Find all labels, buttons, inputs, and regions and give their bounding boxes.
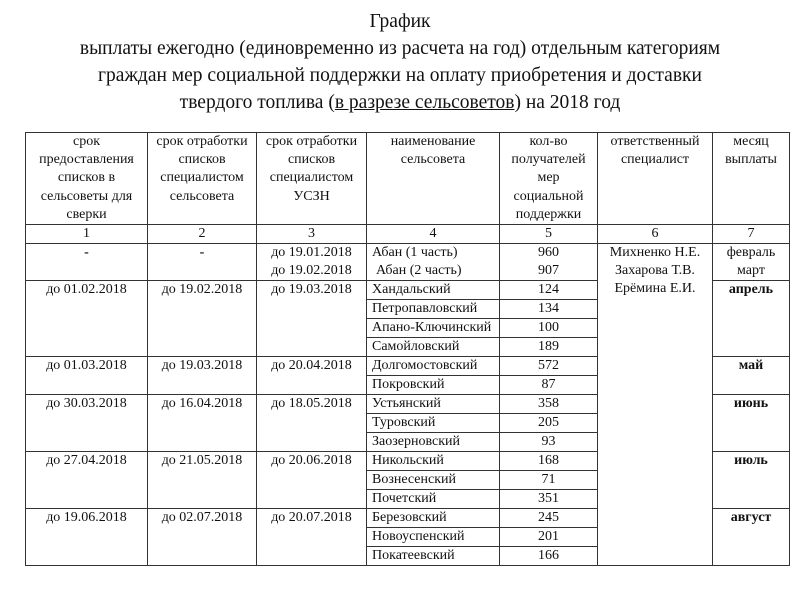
council-processing-deadline: до 16.04.2018 (148, 395, 257, 452)
header-row (26, 133, 790, 225)
payment-month (713, 244, 790, 281)
recipient-count: 87 (500, 376, 598, 395)
column-number-row (26, 225, 790, 244)
recipient-count: 572 (500, 357, 598, 376)
council-processing-deadline: до 19.03.2018 (148, 357, 257, 395)
header-cell: срок отработки списков специалистом УСЗН (257, 133, 367, 225)
recipient-count: 166 (500, 547, 598, 566)
recipient-count: 205 (500, 414, 598, 433)
council-name: Туровский (367, 414, 500, 433)
list-submission-deadline: до 01.03.2018 (26, 357, 148, 395)
council-name: Самойловский (367, 338, 500, 357)
council-processing-deadline: - (148, 244, 257, 281)
payment-month: июль (713, 452, 790, 509)
uszn-processing-deadline: до 20.07.2018 (257, 509, 367, 566)
recipient-count: 124 (500, 281, 598, 300)
recipient-count: 100 (500, 319, 598, 338)
recipient-count (500, 244, 598, 281)
recipient-count: 71 (500, 471, 598, 490)
recipient-count: 189 (500, 338, 598, 357)
list-submission-deadline: до 19.06.2018 (26, 509, 148, 566)
list-submission-deadline: до 01.02.2018 (26, 281, 148, 357)
header-cell: кол-во получателей мер социальной поддержки (500, 133, 598, 225)
council-name: Устьянский (367, 395, 500, 414)
column-number: 6 (598, 225, 713, 244)
council-processing-deadline: до 19.02.2018 (148, 281, 257, 357)
council-processing-deadline: до 21.05.2018 (148, 452, 257, 509)
council-name: Долгомостовский (367, 357, 500, 376)
month: март (737, 263, 765, 279)
council-name: Хандальский (367, 281, 500, 300)
recipient-count: 245 (500, 509, 598, 528)
list-submission-deadline: до 30.03.2018 (26, 395, 148, 452)
council-processing-deadline: до 02.07.2018 (148, 509, 257, 566)
council-name: Новоуспенский (367, 528, 500, 547)
column-number: 3 (257, 225, 367, 244)
payment-month: май (713, 357, 790, 395)
title-line-4 (0, 89, 800, 116)
count: 907 (538, 263, 559, 279)
uszn-processing-deadline: до 20.04.2018 (257, 357, 367, 395)
uszn-processing-deadline (257, 244, 367, 281)
list-submission-deadline: до 27.04.2018 (26, 452, 148, 509)
month: февраль (726, 245, 776, 261)
council-name (367, 244, 500, 281)
date: до 19.01.2018 (271, 245, 352, 261)
recipient-count: 358 (500, 395, 598, 414)
council-name: Покатеевский (367, 547, 500, 566)
header-cell: ответственный специалист (598, 133, 713, 225)
column-number: 5 (500, 225, 598, 244)
column-number: 2 (148, 225, 257, 244)
count: 960 (538, 245, 559, 261)
schedule-table (25, 132, 790, 566)
uszn-processing-deadline: до 20.06.2018 (257, 452, 367, 509)
uszn-processing-deadline: до 18.05.2018 (257, 395, 367, 452)
title-line-2: выплаты ежегодно (единовременно из расчета на год) отдельным категориям (79, 38, 721, 59)
specialist: Михненко Н.Е. (609, 245, 701, 261)
header-cell: наименование сельсовета (367, 133, 500, 225)
council-name: Апано-Ключинский (367, 319, 500, 338)
council-name: Заозерновский (367, 433, 500, 452)
recipient-count: 201 (500, 528, 598, 547)
council-name: Покровский (367, 376, 500, 395)
column-number: 4 (367, 225, 500, 244)
recipient-count: 134 (500, 300, 598, 319)
title-line-3: граждан мер социальной поддержки на оплату приобретения и доставки (98, 65, 702, 86)
column-number: 7 (713, 225, 790, 244)
responsible-specialists (598, 244, 713, 566)
document-title (0, 8, 800, 116)
payment-month: июнь (713, 395, 790, 452)
payment-month: август (713, 509, 790, 566)
header-cell: срок предоставления списков в сельсоветы для сверки (26, 133, 148, 225)
title-line-1: График (369, 11, 431, 32)
column-number: 1 (26, 225, 148, 244)
specialist: Захарова Т.В. (615, 263, 695, 279)
council-name: Петропавловский (367, 300, 500, 319)
council-name: Никольский (367, 452, 500, 471)
title-text: твердого топлива ( (179, 92, 335, 113)
date: до 19.02.2018 (271, 263, 352, 279)
council-name: Вознесенский (367, 471, 500, 490)
specialist: Ерёмина Е.И. (614, 281, 696, 297)
name: Абан (1 часть) (372, 245, 458, 261)
name: Абан (2 часть) (376, 263, 462, 279)
recipient-count: 93 (500, 433, 598, 452)
recipient-count: 168 (500, 452, 598, 471)
title-underlined-text: в разрезе сельсоветов (334, 92, 515, 113)
payment-month: апрель (713, 281, 790, 357)
council-name: Почетский (367, 490, 500, 509)
council-name: Березовский (367, 509, 500, 528)
header-cell: месяц выплаты (713, 133, 790, 225)
uszn-processing-deadline: до 19.03.2018 (257, 281, 367, 357)
table-row-aban (26, 244, 790, 281)
title-text: ) на 2018 год (514, 92, 621, 113)
header-cell: срок отработки списков специалистом сельсовета (148, 133, 257, 225)
recipient-count: 351 (500, 490, 598, 509)
list-submission-deadline: - (26, 244, 148, 281)
